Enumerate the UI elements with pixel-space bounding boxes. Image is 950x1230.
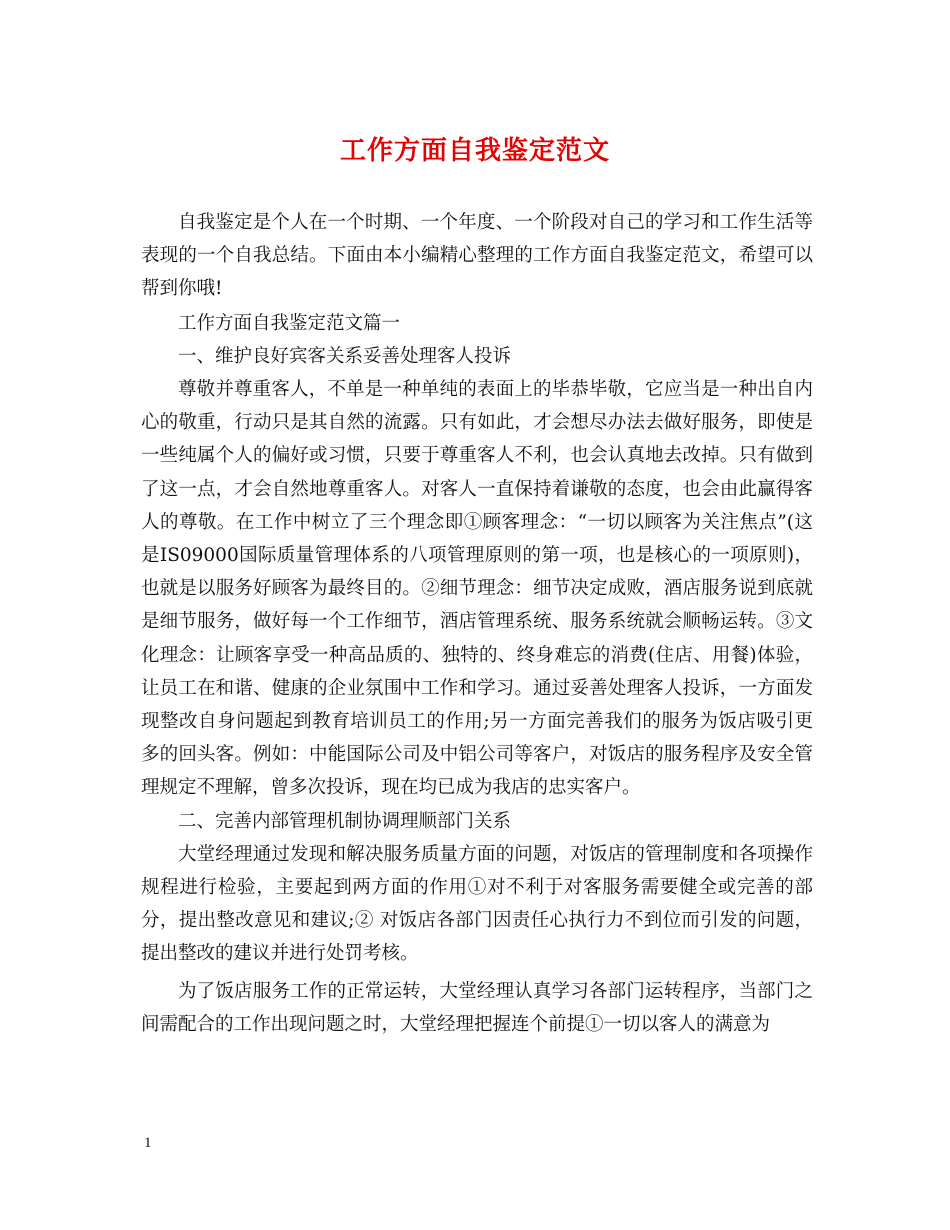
paragraph-body-three: 为了饭店服务工作的正常运转，大堂经理认真学习各部门运转程序，当部门之间需配合的工作出现问题之时，大堂经理把握连个前提①一切以客人的满意为	[141, 980, 813, 1035]
paragraph-intro: 自我鉴定是个人在一个时期、一个年度、一个阶段对自己的学习和工作生活等表现的一个自我总结。下面由本小编精心整理的工作方面自我鉴定范文，希望可以帮到你哦!	[141, 212, 813, 300]
paragraph-body-one: 尊敬并尊重客人，不单是一种单纯的表面上的毕恭毕敬，它应当是一种出自内心的敬重，行动只是其自然的流露。只有如此，才会想尽办法去做好服务，即使是一些纯属个人的偏好或习惯，只要于尊重客人不利，也会认真地去改掉。只有做到了这一点，才会自然地尊重客人。对客人一直保持着谦敬的态度，也会由此赢得客人的尊敬。在工作中树立了三个理念即①顾客理念：“一切以顾客为关注焦点”(这是IS09000国际质量管理体系的八项管理原则的第一项，也是核心的一项原则)，也就是以服务好顾客为最终目的。②细节理念：细节决定成败，酒店服务说到底就是细节服务，做好每一个工作细节，酒店管理系统、服务系统就会顺畅运转。③文化理念：让顾客享受一种高品质的、独特的、终身难忘的消费(住店、用餐)体验，让员工在和谐、健康的企业氛围中工作和学习。通过妥善处理客人投诉，一方面发现整改自身问题起到教育培训员工的作用;另一方面完善我们的服务为饭店吸引更多的回头客。例如：中能国际公司及中铝公司等客户，对饭店的服务程序及安全管理规定不理解，曾多次投诉，现在均已成为我店的忠实客户。	[141, 379, 813, 799]
paragraph-heading-two: 二、完善内部管理机制协调理顺部门关系	[178, 810, 512, 832]
document-body	[141, 206, 813, 1041]
document-title: 工作方面自我鉴定范文	[339, 136, 610, 166]
paragraph-heading-one: 一、维护良好宾客关系妥善处理客人投诉	[178, 345, 512, 367]
paragraph-section-heading: 工作方面自我鉴定范文篇一	[178, 312, 401, 334]
paragraph-body-two: 大堂经理通过发现和解决服务质量方面的问题，对饭店的管理制度和各项操作规程进行检验，主要起到两方面的作用①对不利于对客服务需要健全或完善的部分，提出整改意见和建议;② 对饭店各部门因责任心执行力不到位而引发的问题，提出整改的建议并进行处罚考核。	[141, 843, 813, 965]
page-number: 1	[144, 1135, 152, 1151]
